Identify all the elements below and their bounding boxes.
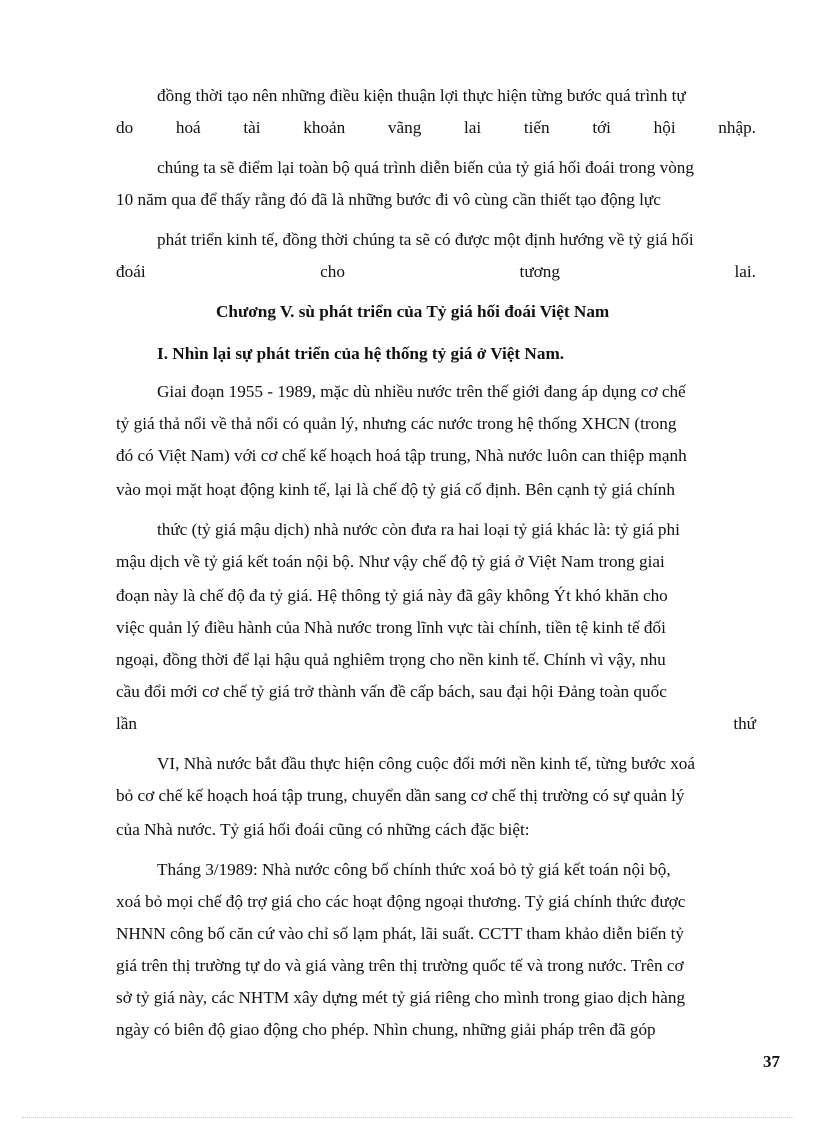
text-line: chúng ta sẽ điểm lại toàn bộ quá trình diễn biến của tỷ giá hối đoái trong vòng bbox=[157, 158, 694, 177]
text-line: xoá bỏ mọi chế độ trợ giá cho các hoạt động ngoại thương. Tỷ giá chính thức được bbox=[116, 892, 686, 911]
text-line: tỷ giá thả nổi về thả nổi có quản lý, nhưng các nước trong hệ thống XHCN (trong bbox=[116, 414, 677, 433]
text-line: mậu dịch về tỷ giá kết toán nội bộ. Như vậy chế độ tỷ giá ở Việt Nam trong giai bbox=[116, 552, 665, 571]
text-line: bỏ cơ chế kế hoạch hoá tập trung, chuyển dần sang cơ chế thị trường có sự quản lý bbox=[116, 786, 685, 805]
text-line: đoạn này là chế độ đa tỷ giá. Hệ thông tỷ giá này đã gây không Ýt khó khăn cho bbox=[116, 586, 668, 605]
page-bottom-rule bbox=[22, 1117, 794, 1118]
text-line: vào mọi mặt hoạt động kinh tế, lại là chế độ tỷ giá cố định. Bên cạnh tỷ giá chính bbox=[116, 480, 675, 499]
text-line: việc quản lý điều hành của Nhà nước trong lĩnh vực tài chính, tiền tệ kinh tế đối bbox=[116, 618, 666, 637]
text-line: sở tỷ giá này, các NHTM xây dựng mét tỷ giá riêng cho mình trong giao dịch hàng bbox=[116, 988, 686, 1007]
text-line: thức (tỷ giá mậu dịch) nhà nước còn đưa ra hai loại tỷ giá khác là: tỷ giá phi bbox=[157, 520, 680, 539]
chapter-heading: Chương V. sù phát triển của Tỷ giá hối đoái Việt Nam bbox=[216, 302, 610, 321]
text-line: ngày có biên độ giao động cho phép. Nhìn chung, những giải pháp trên đã góp bbox=[116, 1020, 656, 1039]
text-line: giá trên thị trường tự do và giá vàng trên thị trường quốc tế và trong nước. Trên cơ bbox=[116, 956, 684, 975]
text-line: 10 năm qua để thấy rằng đó đã là những bước đi vô cùng cần thiết tạo động lực bbox=[116, 190, 661, 209]
text-line: phát triển kinh tế, đồng thời chúng ta sẽ có được một định hướng về tỷ giá hối bbox=[157, 230, 694, 249]
text-line: Giai đoạn 1955 - 1989, mặc dù nhiều nước trên thế giới đang áp dụng cơ chế bbox=[157, 382, 686, 401]
text-line: Tháng 3/1989: Nhà nước công bố chính thức xoá bỏ tỷ giá kết toán nội bộ, bbox=[157, 860, 671, 879]
page-number: 37 bbox=[763, 1052, 780, 1071]
text-line: của Nhà nước. Tỷ giá hối đoái cũng có những cách đặc biệt: bbox=[116, 820, 530, 839]
text-line: đồng thời tạo nên những điều kiện thuận lợi thực hiện từng bước quá trình tự bbox=[157, 86, 686, 105]
text-line-justified: do hoá tài khoản vãng lai tiến tới hội nhập. bbox=[116, 118, 756, 137]
text-line: VI, Nhà nước bắt đầu thực hiện công cuộc đổi mới nền kinh tế, từng bước xoá bbox=[157, 754, 696, 773]
text-line: NHNN công bố căn cứ vào chỉ số lạm phát, lãi suất. CCTT tham khảo diễn biến tỷ bbox=[116, 924, 684, 943]
section-heading: I. Nhìn lại sự phát triển của hệ thống tỷ giá ở Việt Nam. bbox=[157, 344, 565, 363]
text-line: đó có Việt Nam) với cơ chế kế hoạch hoá tập trung, Nhà nước luôn can thiệp mạnh bbox=[116, 446, 687, 465]
text-line: cầu đổi mới cơ chế tỷ giá trở thành vấn đề cấp bách, sau đại hội Đảng toàn quốc bbox=[116, 682, 667, 701]
text-line-justified: đoái cho tương lai. bbox=[116, 262, 756, 281]
text-line-justified: lần thứ bbox=[116, 714, 756, 733]
text-line: ngoại, đồng thời để lại hậu quả nghiêm trọng cho nền kinh tế. Chính vì vậy, nhu bbox=[116, 650, 666, 669]
